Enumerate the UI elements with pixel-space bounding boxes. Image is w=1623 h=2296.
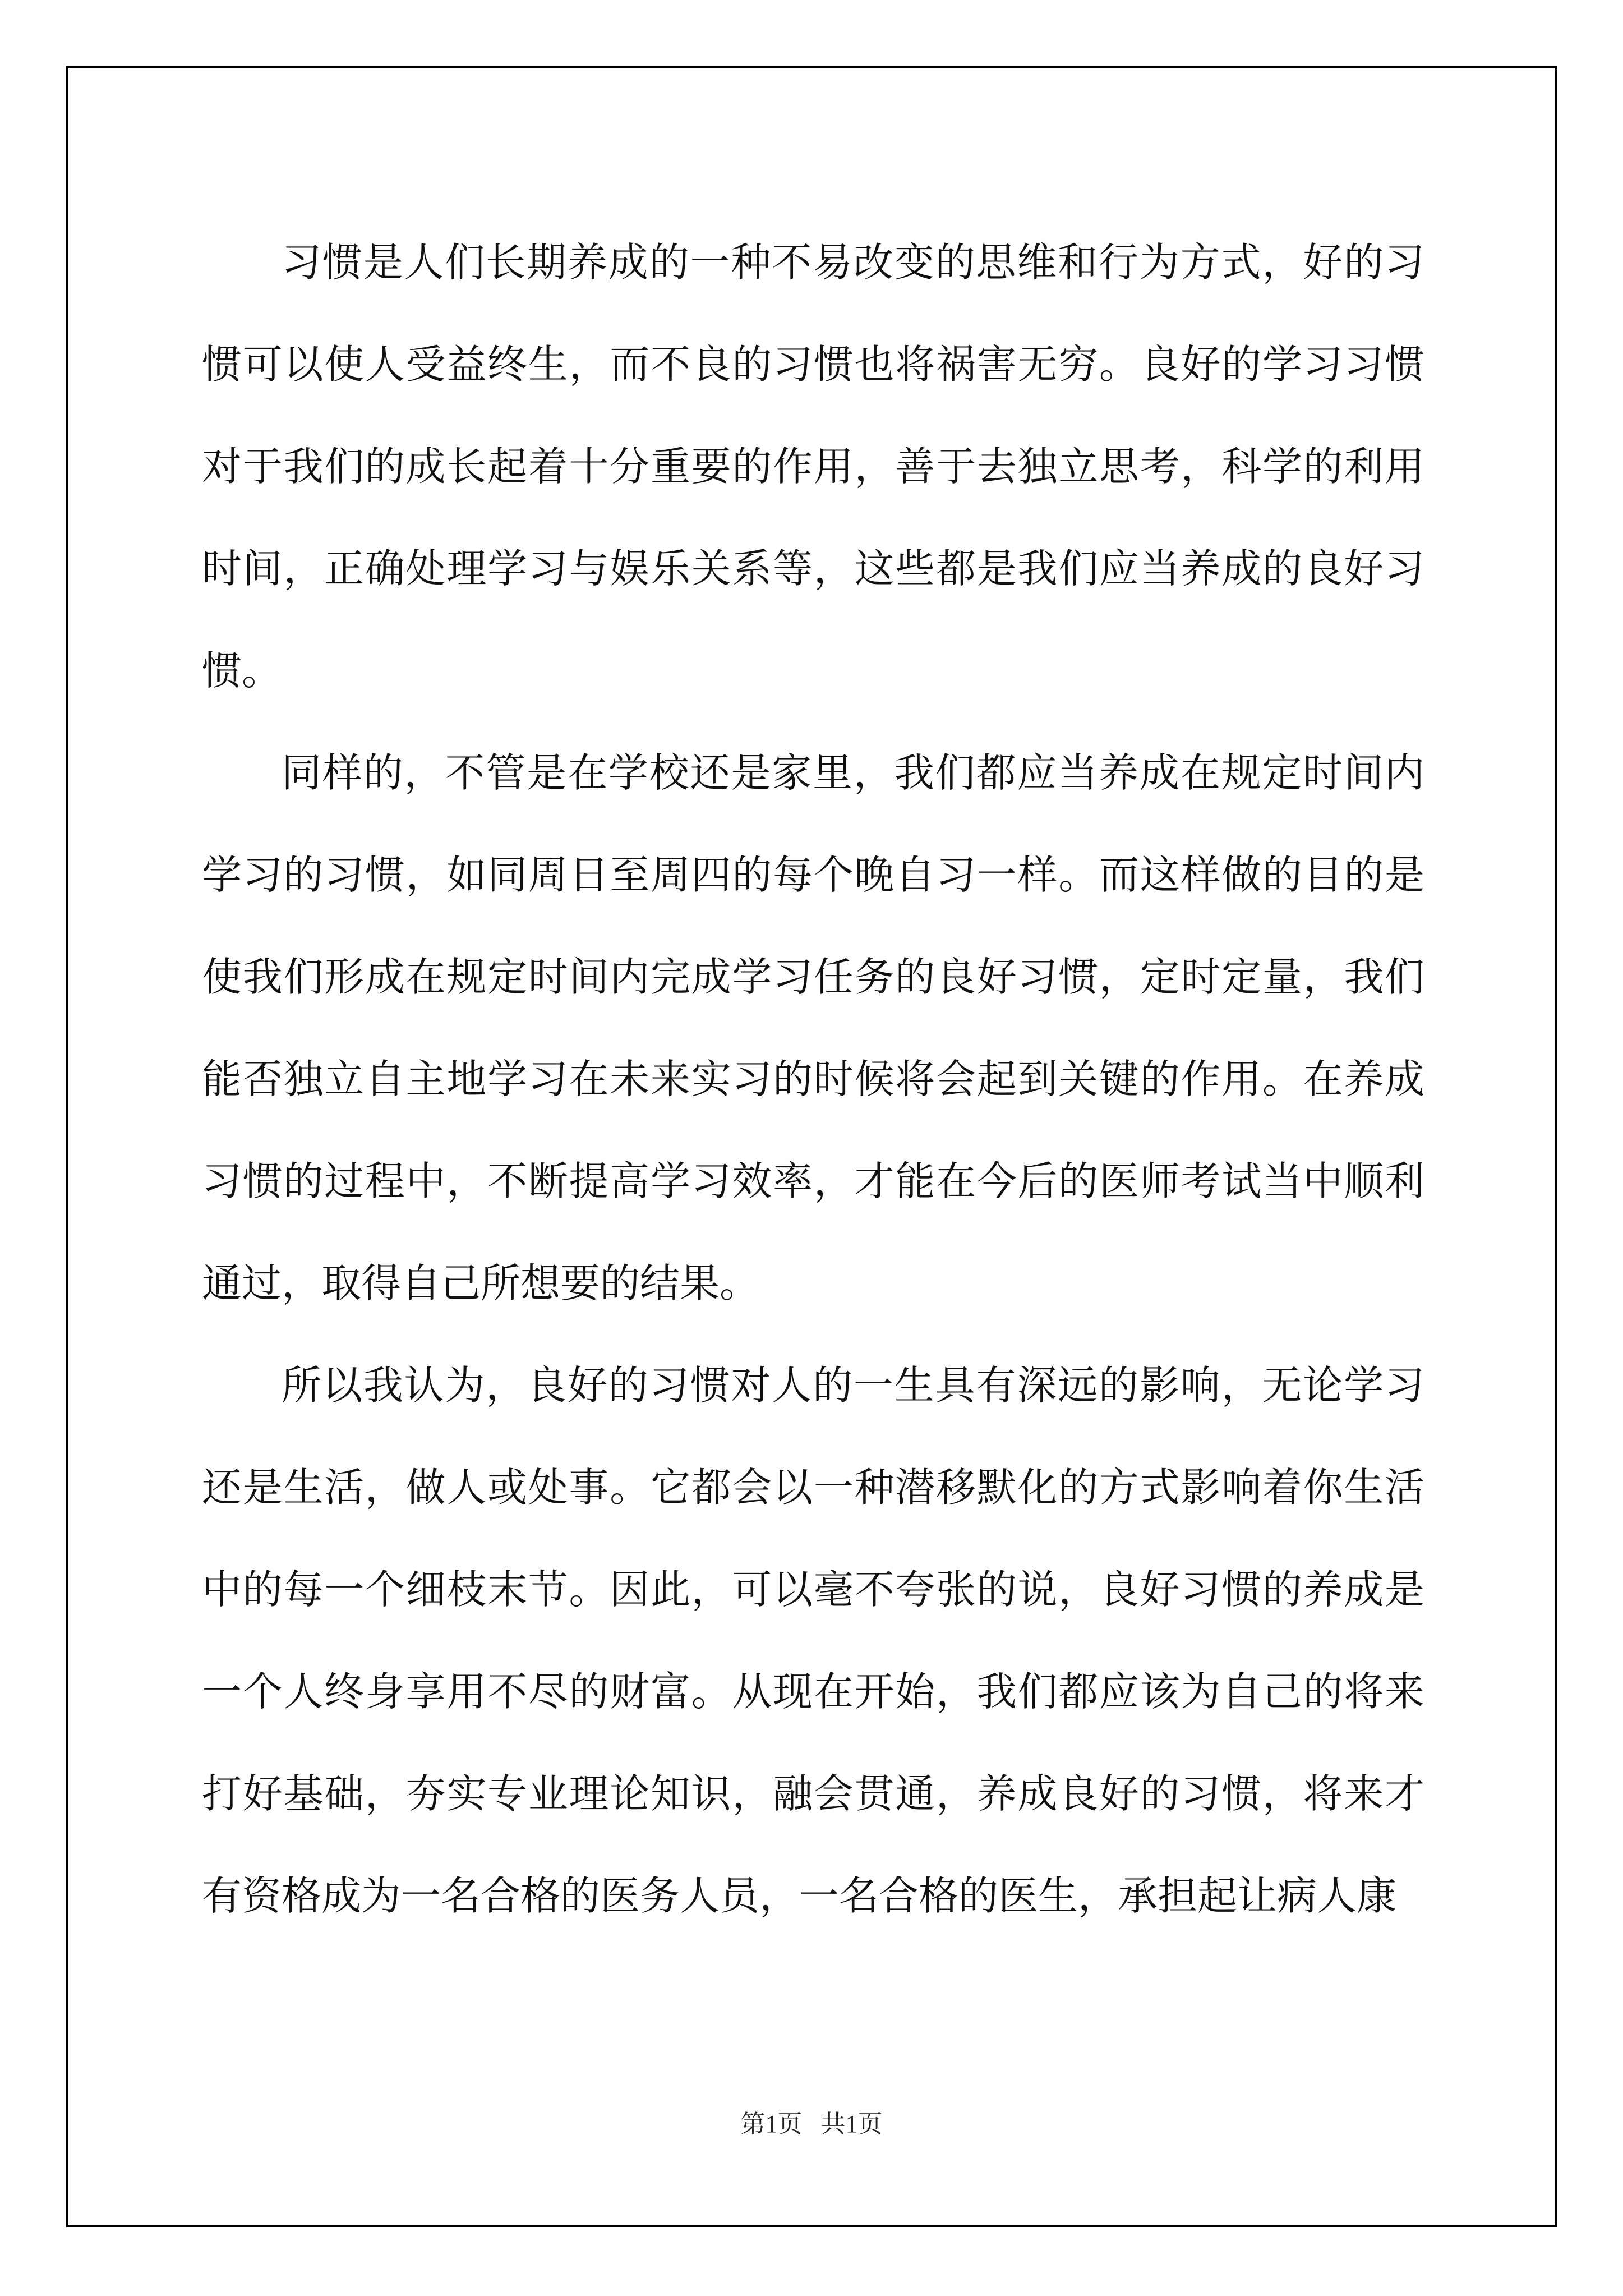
document-body <box>202 211 1424 1947</box>
paragraph-1: 习惯是人们长期养成的一种不易改变的思维和行为方式，好的习惯可以使人受益终生，而不良的习惯也将祸害无穷。良好的学习习惯对于我们的成长起着十分重要的作用，善于去独立思考，科学的利用时间，正确处理学习与娱乐关系等，这些都是我们应当养成的良好习惯。 <box>202 239 1424 694</box>
page-number: 第1页 <box>740 2110 803 2138</box>
footer-spacer <box>803 2110 821 2138</box>
paragraph-2: 同样的，不管是在学校还是家里，我们都应当养成在规定时间内学习的习惯，如同周日至周四的每个晚自习一样。而这样做的目的是使我们形成在规定时间内完成学习任务的良好习惯，定时定量，我们能否独立自主地学习在未来实习的时候将会起到关键的作用。在养成习惯的过程中，不断提高学习效率，才能在今后的医师考试当中顺利通过，取得自己所想要的结果。 <box>202 749 1424 1306</box>
paragraph-3: 所以我认为，良好的习惯对人的一生具有深远的影响，无论学习还是生活，做人或处事。它都会以一种潜移默化的方式影响着你生活中的每一个细枝末节。因此，可以毫不夸张的说，良好习惯的养成是一个人终身享用不尽的财富。从现在开始，我们都应该为自己的将来打好基础，夯实专业理论知识，融会贯通，养成良好的习惯，将来才有资格成为一名合格的医务人员，一名合格的医生，承担起让病人康 <box>202 1362 1424 1919</box>
page-footer <box>0 2104 1623 2139</box>
page-total: 共1页 <box>820 2110 883 2138</box>
